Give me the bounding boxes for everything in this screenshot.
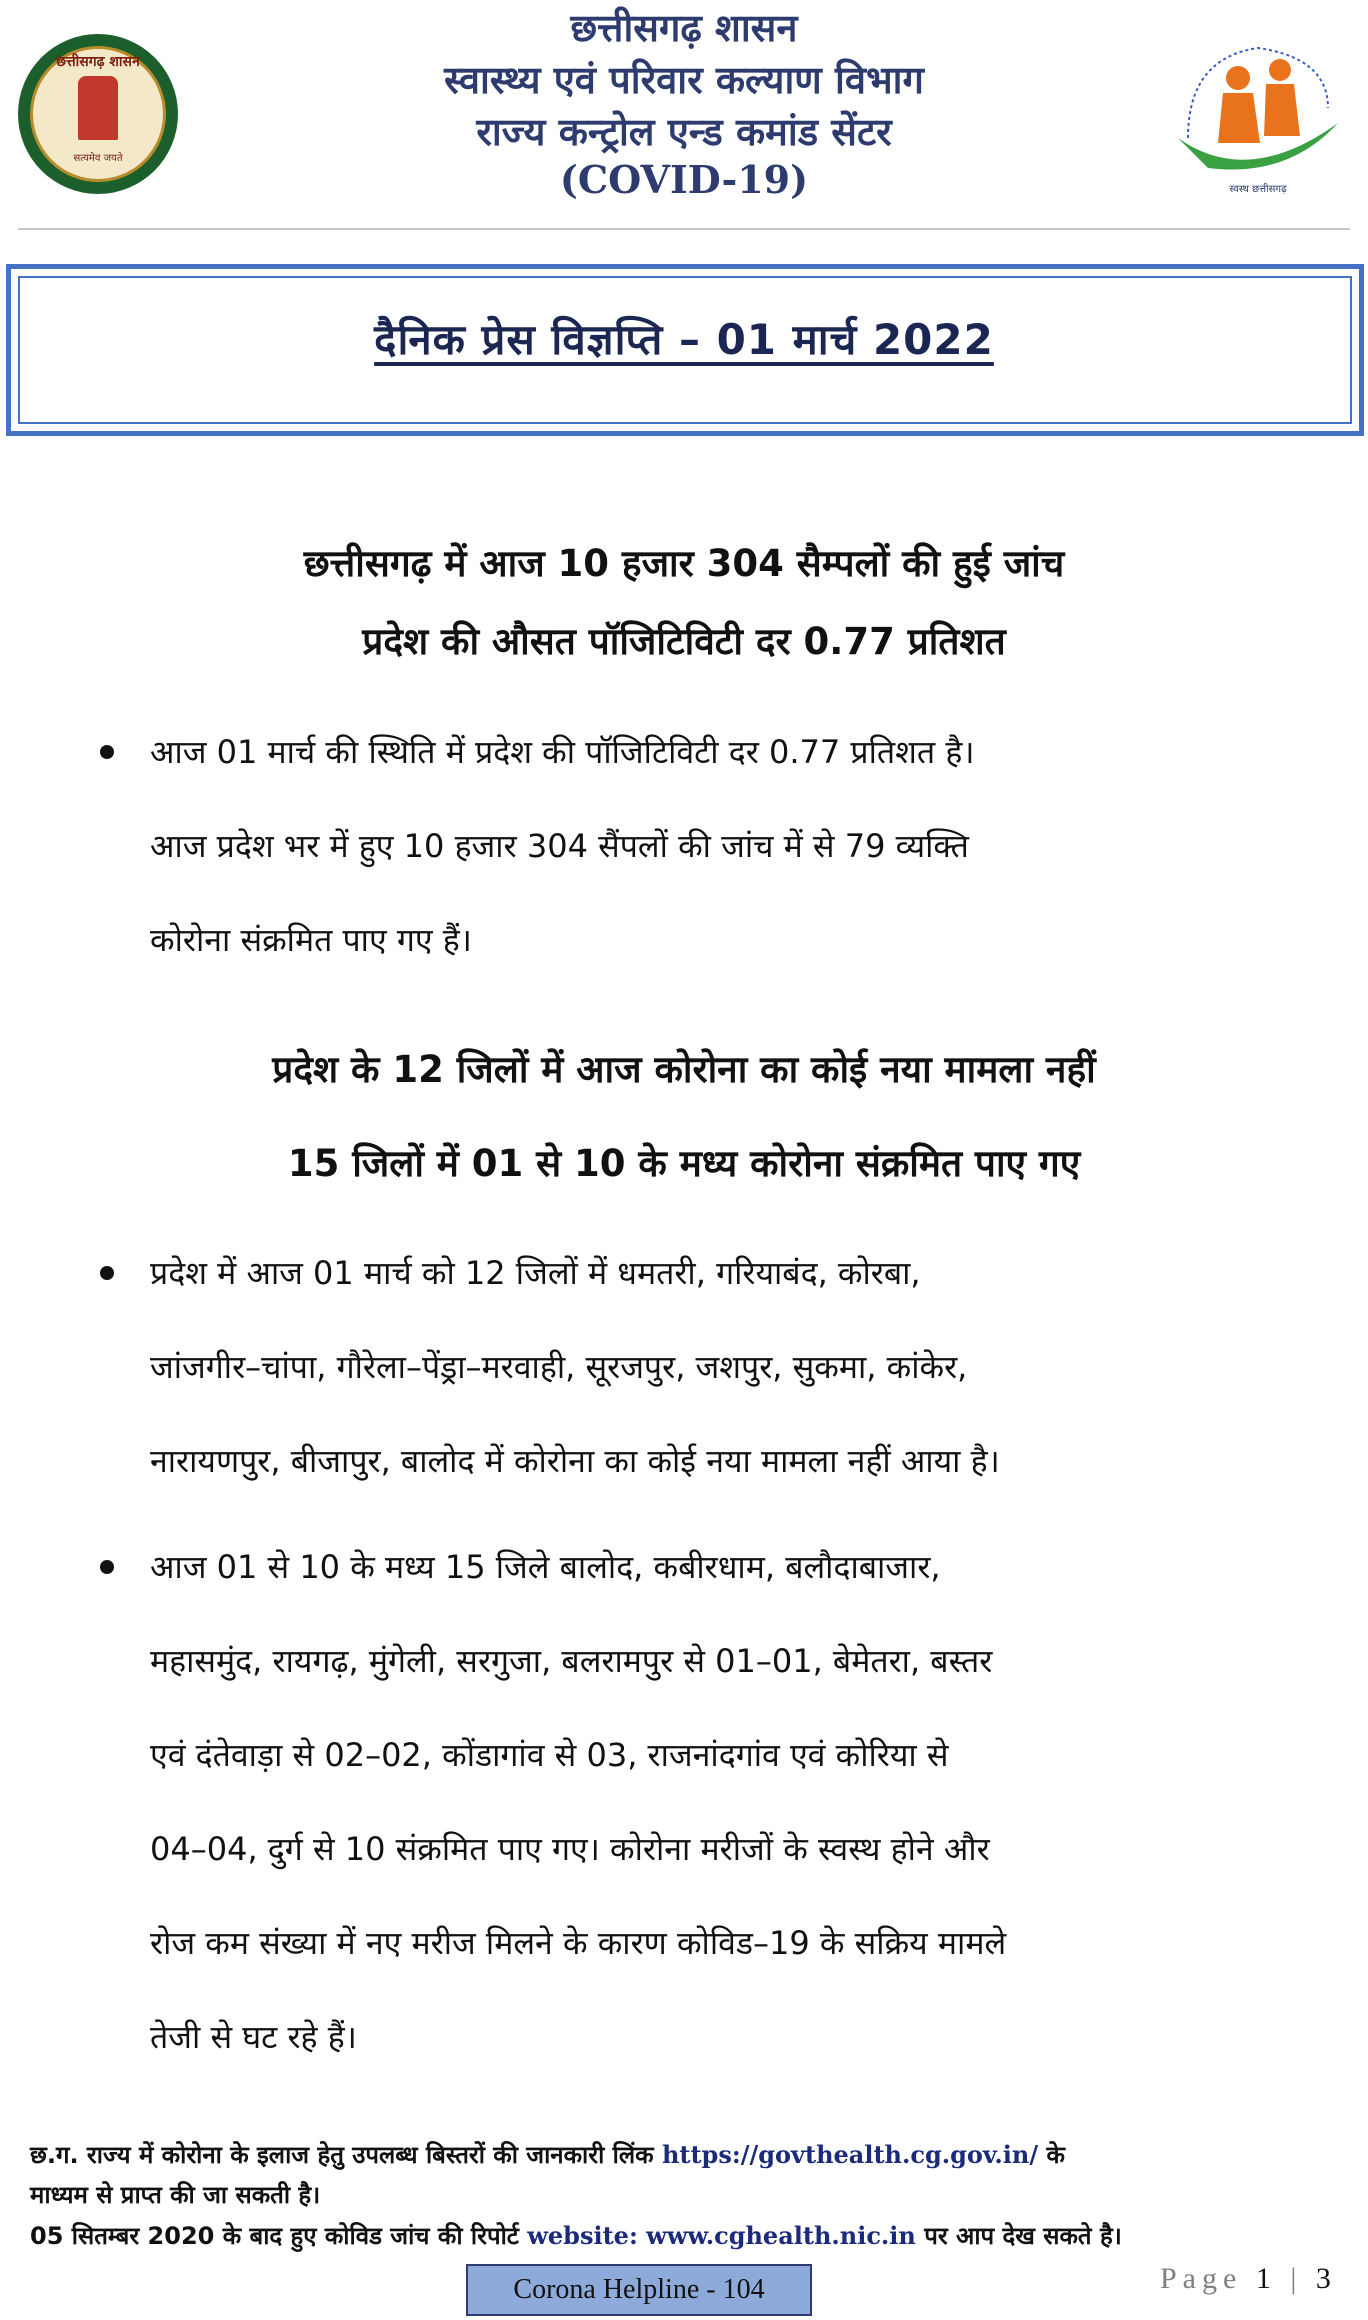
- paragraph-line: नारायणपुर, बीजापुर, बालोद में कोरोना का कोई नया मामला नहीं आया है।: [150, 1442, 1000, 1480]
- section2-bullet2-paragraph: [150, 1520, 1338, 2084]
- section2-heading-districts: 15 जिलों में 01 से 10 के मध्य कोरोना संक्रमित पाए गए: [287, 1142, 1081, 1185]
- footer-report-text: 05 सितम्बर 2020 के बाद हुए कोविड जांच की रिपोर्ट: [30, 2222, 519, 2250]
- footer-beds-text-cont: माध्यम से प्राप्त की जा सकती है।: [30, 2181, 321, 2209]
- header-line-command-centre: राज्य कन्ट्रोल एन्ड कमांड सेंटर: [476, 110, 892, 154]
- page-number: Page 1 | 3: [1160, 2262, 1337, 2295]
- header-line-govt: छत्तीसगढ़ शासन: [570, 6, 798, 50]
- footer-beds-suffix: के: [1046, 2141, 1065, 2169]
- paragraph-line: तेजी से घट रहे हैं।: [150, 2018, 357, 2056]
- seal-text-bottom: सत्यमेव जयते: [73, 153, 123, 164]
- paragraph-line: आज 01 मार्च की स्थिति में प्रदेश की पॉजिटिविटी दर 0.77 प्रतिशत है।: [150, 733, 975, 771]
- seal-text-top: छत्तीसगढ़ शासन: [56, 54, 140, 70]
- cghealth-website-link[interactable]: website: www.cghealth.nic.in: [527, 2221, 916, 2250]
- beds-info-link[interactable]: https://govthealth.cg.gov.in/: [661, 2140, 1039, 2169]
- paragraph-line: महासमुंद, रायगढ़, मुंगेली, सरगुजा, बलरामपुर से 01–01, बेमेतरा, बस्तर: [150, 1642, 993, 1680]
- page-label: Page: [1160, 2262, 1243, 2295]
- logo-caption: स्वस्थ छत्तीसगढ़: [1229, 184, 1287, 195]
- footer-beds-info: [30, 2135, 1350, 2215]
- footer-report-suffix: पर आप देख सकते है।: [924, 2222, 1122, 2250]
- bullet-icon: [100, 1266, 114, 1280]
- paragraph-line: प्रदेश में आज 01 मार्च को 12 जिलों में धमतरी, गरियाबंद, कोरबा,: [150, 1254, 921, 1292]
- page-current: 1: [1255, 2262, 1277, 2295]
- bullet-icon: [100, 745, 114, 759]
- paragraph-line: आज 01 से 10 के मध्य 15 जिले बालोद, कबीरधाम, बलौदाबाजार,: [150, 1548, 941, 1586]
- paragraph-line: 04–04, दुर्ग से 10 संक्रमित पाए गए। कोरोना मरीजों के स्वस्थ होने और: [150, 1830, 990, 1868]
- paragraph-line: रोज कम संख्या में नए मरीज मिलने के कारण कोविड–19 के सक्रिय मामले: [150, 1924, 1007, 1962]
- header-line-covid: (COVID-19): [559, 157, 809, 202]
- section1-heading-samples: छत्तीसगढ़ में आज 10 हजार 304 सैम्पलों की हुई जांच: [303, 542, 1065, 585]
- header-divider: [18, 228, 1350, 230]
- footer-beds-text: छ.ग. राज्य में कोरोना के इलाज हेतु उपलब्ध बिस्तरों की जानकारी लिंक: [30, 2141, 654, 2169]
- bullet-icon: [100, 1560, 114, 1574]
- paragraph-line: आज प्रदेश भर में हुए 10 हजार 304 सैंपलों की जांच में से 79 व्यक्ति: [150, 827, 969, 865]
- page-total: 3: [1315, 2262, 1337, 2295]
- section1-bullet1-paragraph: [150, 705, 1338, 987]
- corona-helpline-badge: Corona Helpline - 104: [466, 2264, 812, 2316]
- paragraph-line: एवं दंतेवाड़ा से 02–02, कोंडागांव से 03, राजनांदगांव एवं कोरिया से: [150, 1736, 949, 1774]
- paragraph-line: कोरोना संक्रमित पाए गए हैं।: [150, 921, 472, 959]
- press-release-title: दैनिक प्रेस विज्ञप्ति – 01 मार्च 2022: [374, 315, 994, 364]
- paragraph-line: जांजगीर–चांपा, गौरेला–पेंड्रा–मरवाही, सूरजपुर, जशपुर, सुकमा, कांकेर,: [150, 1348, 968, 1386]
- footer-report-info: [30, 2216, 1350, 2256]
- header-line-department: स्वास्थ्य एवं परिवार कल्याण विभाग: [444, 58, 924, 102]
- section2-heading-no-cases: प्रदेश के 12 जिलों में आज कोरोना का कोई नया मामला नहीं: [272, 1048, 1096, 1091]
- section2-bullet1-paragraph: [150, 1226, 1338, 1508]
- section1-heading-positivity: प्रदेश की औसत पॉजिटिविटी दर 0.77 प्रतिशत: [362, 620, 1006, 663]
